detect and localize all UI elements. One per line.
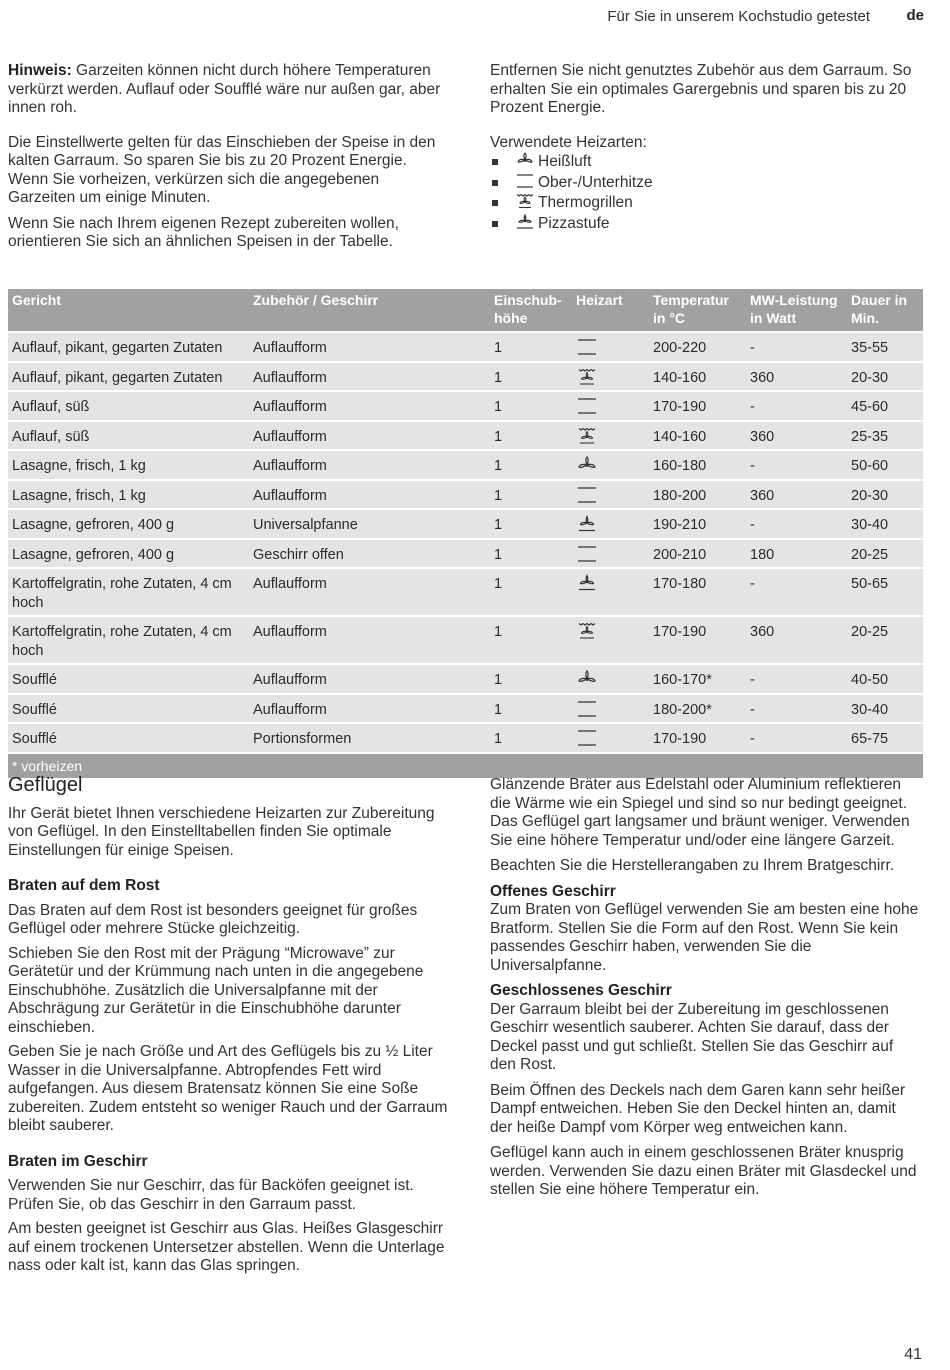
heat-mode-item <box>490 214 915 235</box>
header-title: Für Sie in unserem Kochstudio getestet <box>607 8 870 25</box>
table-footnote-row <box>8 753 923 779</box>
table-row <box>8 450 923 480</box>
cell-mw: - <box>746 723 847 753</box>
hot-air-icon <box>577 670 597 688</box>
cell-heat <box>572 539 649 569</box>
cell-level: 1 <box>490 568 572 616</box>
subheading-dish-roasting: Braten im Geschirr <box>8 1152 148 1170</box>
pizza-setting-icon <box>516 214 534 230</box>
cell-duration: 35-55 <box>847 332 923 362</box>
cell-dish: Kartoffelgratin, rohe Zutaten, 4 cm hoch <box>8 616 249 664</box>
table-row <box>8 539 923 569</box>
rack-paragraph-1: Das Braten auf dem Rost ist besonders geeignet für großes Geflügel oder mehrere Stücke gleichzeitig. <box>8 901 418 937</box>
info-paragraph-2: Wenn Sie nach Ihrem eigenen Rezept zubereiten wollen, orientieren Sie sich an ähnlichen Speisen in der Tabelle. <box>8 214 399 250</box>
cell-temp: 170-180 <box>649 568 746 616</box>
cell-accessory: Universalpfanne <box>249 509 490 539</box>
rack-paragraph-2: Schieben Sie den Rost mit der Prägung “Microwave” zur Gerätetür und der Krümmung nach unten in die angegebene Einschubhöhe. Zusätzlich die Universalpfanne mit der Abschrägung zur Gerätetür in die Einschubhöhe darunter einschieben. <box>8 944 424 1036</box>
heat-mode-label: Heißluft <box>538 153 592 170</box>
table-row <box>8 332 923 362</box>
cell-accessory: Portionsformen <box>249 723 490 753</box>
cell-level: 1 <box>490 509 572 539</box>
cell-dish: Lasagne, gefroren, 400 g <box>8 509 249 539</box>
cell-duration: 30-40 <box>847 694 923 724</box>
cell-temp: 190-210 <box>649 509 746 539</box>
table-footnote: * vorheizen <box>8 753 923 779</box>
bullet-square <box>492 159 498 165</box>
cell-temp: 170-190 <box>649 616 746 664</box>
cell-level: 1 <box>490 421 572 451</box>
cell-mw: - <box>746 694 847 724</box>
settings-table <box>8 289 923 778</box>
cell-level: 1 <box>490 694 572 724</box>
open-dish-paragraph: Zum Braten von Geflügel verwenden Sie am besten eine hohe Bratform. Stellen Sie die Form auf den Rost. Wenn Sie kein passendes Geschirr haben, verwenden Sie die Universalpfanne. <box>490 901 919 974</box>
hot-air-icon <box>577 456 597 474</box>
cell-heat <box>572 616 649 664</box>
dish-paragraph-1: Verwenden Sie nur Geschirr, das für Backöfen geeignet ist. Prüfen Sie, ob das Geschirr in den Garraum passt. <box>8 1177 414 1213</box>
cell-mw: - <box>746 664 847 694</box>
cell-dish: Auflauf, süß <box>8 391 249 421</box>
cell-heat <box>572 391 649 421</box>
subheading-open-dish: Offenes Geschirr <box>490 882 616 900</box>
cell-duration: 20-30 <box>847 480 923 510</box>
top-bottom-heat-icon <box>577 338 597 356</box>
cell-heat <box>572 421 649 451</box>
heat-modes-list <box>490 152 915 234</box>
note-paragraph <box>8 62 448 118</box>
table-row <box>8 421 923 451</box>
heat-mode-item <box>490 173 915 194</box>
top-left-column <box>8 62 448 262</box>
bottom-right-column <box>490 776 920 1210</box>
cell-heat <box>572 362 649 392</box>
cell-duration: 50-65 <box>847 568 923 616</box>
heat-mode-label: Pizzastufe <box>538 214 610 232</box>
top-bottom-heat-icon <box>577 729 597 747</box>
column-header-mw: MW-Leistung in Watt <box>746 289 847 332</box>
cell-level: 1 <box>490 391 572 421</box>
top-right-column <box>490 62 915 234</box>
cell-duration: 20-30 <box>847 362 923 392</box>
cell-duration: 65-75 <box>847 723 923 753</box>
accessory-paragraph: Entfernen Sie nicht genutztes Zubehör aus dem Garraum. So erhalten Sie ein optimales Garergebnis und sparen bis zu 20 Prozent Energie. <box>490 62 912 116</box>
column-header-temp: Temperatur in °C <box>649 289 746 332</box>
cell-temp: 140-160 <box>649 421 746 451</box>
cell-level: 1 <box>490 362 572 392</box>
manufacturer-paragraph: Beachten Sie die Herstellerangaben zu Ihrem Bratgeschirr. <box>490 857 895 874</box>
cell-dish: Lasagne, frisch, 1 kg <box>8 450 249 480</box>
cell-heat <box>572 450 649 480</box>
bottom-left-column <box>8 776 448 1286</box>
cell-heat <box>572 509 649 539</box>
cell-dish: Soufflé <box>8 664 249 694</box>
cell-mw: 360 <box>746 616 847 664</box>
cell-mw: - <box>746 332 847 362</box>
info-paragraph-1: Die Einstellwerte gelten für das Einschieben der Speise in den kalten Garraum. So sparen Sie bis zu 20 Prozent Energie. Wenn Sie vorheizen, verkürzen sich die angegebenen Garzeiten um einige Minuten. <box>8 133 436 206</box>
cell-accessory: Auflaufform <box>249 362 490 392</box>
cell-temp: 180-200* <box>649 694 746 724</box>
cell-duration: 50-60 <box>847 450 923 480</box>
cell-level: 1 <box>490 539 572 569</box>
cell-level: 1 <box>490 450 572 480</box>
table-header-row <box>8 289 923 332</box>
table-body <box>8 332 923 753</box>
bullet-square <box>492 200 498 206</box>
top-bottom-heat-icon <box>577 700 597 718</box>
closed-dish-paragraph-2: Beim Öffnen des Deckels nach dem Garen kann sehr heißer Dampf entweichen. Heben Sie den Deckel hinten an, damit der heiße Dampf vom Körper weg entweichen kann. <box>490 1081 905 1136</box>
roaster-paragraph: Glänzende Bräter aus Edelstahl oder Aluminium reflektieren die Wärme wie ein Spiegel und sind so nur bedingt geeignet. Das Geflügel gart langsamer und bräunt weniger. Verwenden Sie eine höhere Temperatur und/oder eine längere Garzeit. <box>490 776 910 849</box>
cell-temp: 160-180 <box>649 450 746 480</box>
cell-accessory: Geschirr offen <box>249 539 490 569</box>
top-bottom-heat-icon <box>577 397 597 415</box>
bullet-square <box>492 221 498 227</box>
cell-level: 1 <box>490 480 572 510</box>
subheading-closed-dish: Geschlossenes Geschirr <box>490 982 672 999</box>
cell-heat <box>572 723 649 753</box>
table-row <box>8 362 923 392</box>
top-bottom-heat-icon <box>577 486 597 504</box>
cell-accessory: Auflaufform <box>249 450 490 480</box>
cell-accessory: Auflaufform <box>249 332 490 362</box>
section-heading-poultry: Geflügel <box>8 774 83 796</box>
cell-level: 1 <box>490 332 572 362</box>
heat-modes-title: Verwendete Heizarten: <box>490 133 647 151</box>
cell-duration: 20-25 <box>847 616 923 664</box>
cell-dish: Auflauf, pikant, gegarten Zutaten <box>8 332 249 362</box>
cell-mw: 360 <box>746 362 847 392</box>
cell-duration: 45-60 <box>847 391 923 421</box>
column-header-accessory: Zubehör / Geschirr <box>249 289 490 332</box>
table-row <box>8 723 923 753</box>
heat-mode-label: Ober-/Unterhitze <box>538 173 653 191</box>
page-header <box>0 8 950 28</box>
cell-duration: 40-50 <box>847 664 923 694</box>
heat-mode-item <box>490 193 915 214</box>
cell-accessory: Auflaufform <box>249 480 490 510</box>
pizza-setting-icon <box>577 574 597 592</box>
cell-mw: 360 <box>746 421 847 451</box>
table-row <box>8 616 923 664</box>
cell-duration: 25-35 <box>847 421 923 451</box>
table-row <box>8 509 923 539</box>
table-row <box>8 664 923 694</box>
cell-mw: 360 <box>746 480 847 510</box>
cell-mw: - <box>746 509 847 539</box>
heat-mode-item <box>490 152 915 173</box>
top-bottom-heat-icon <box>516 173 534 189</box>
page-number: 41 <box>904 1346 922 1363</box>
cell-heat <box>572 568 649 616</box>
cell-heat <box>572 480 649 510</box>
cell-dish: Auflauf, pikant, gegarten Zutaten <box>8 362 249 392</box>
cell-dish: Kartoffelgratin, rohe Zutaten, 4 cm hoch <box>8 568 249 616</box>
cell-mw: - <box>746 568 847 616</box>
closed-dish-paragraph-3: Geflügel kann auch in einem geschlossenen Bräter knusprig werden. Verwenden Sie dazu einen Bräter mit Glasdeckel und stellen Sie eine höhere Temperatur ein. <box>490 1144 917 1198</box>
cell-accessory: Auflaufform <box>249 391 490 421</box>
cell-dish: Lasagne, gefroren, 400 g <box>8 539 249 569</box>
cell-accessory: Auflaufform <box>249 616 490 664</box>
cell-accessory: Auflaufform <box>249 694 490 724</box>
cell-temp: 200-210 <box>649 539 746 569</box>
cell-temp: 200-220 <box>649 332 746 362</box>
cell-mw: - <box>746 391 847 421</box>
closed-dish-paragraph-1: Der Garraum bleibt bei der Zubereitung im geschlossenen Geschirr wesentlich sauberer. Achten Sie darauf, dass der Deckel passt und gut schließt. Stellen Sie das Geschirr auf den Rost. <box>490 1000 894 1073</box>
note-label: Hinweis: <box>8 62 72 79</box>
rack-paragraph-3: Geben Sie je nach Größe und Art des Geflügels bis zu ½ Liter Wasser in die Universalpfanne. Abtropfendes Fett wird aufgefangen. Aus diesem Bratensatz können Sie eine Soße zubereiten. Zudem entsteht so weniger Rauch und der Garraum bleibt sauberer. <box>8 1043 448 1134</box>
bullet-square <box>492 180 498 186</box>
cell-level: 1 <box>490 723 572 753</box>
pizza-setting-icon <box>577 515 597 533</box>
cell-accessory: Auflaufform <box>249 568 490 616</box>
hot-air-icon <box>516 152 534 168</box>
table-row <box>8 694 923 724</box>
column-header-duration: Dauer in Min. <box>847 289 923 332</box>
cell-duration: 30-40 <box>847 509 923 539</box>
cell-heat <box>572 332 649 362</box>
cell-heat <box>572 664 649 694</box>
cell-level: 1 <box>490 664 572 694</box>
column-header-level: Einschub- höhe <box>490 289 572 332</box>
cell-temp: 170-190 <box>649 723 746 753</box>
thermo-grill-icon <box>577 368 597 386</box>
cell-accessory: Auflaufform <box>249 421 490 451</box>
thermo-grill-icon <box>577 427 597 445</box>
top-bottom-heat-icon <box>577 545 597 563</box>
cell-accessory: Auflaufform <box>249 664 490 694</box>
language-code: de <box>906 7 924 24</box>
column-header-dish: Gericht <box>8 289 249 332</box>
cell-duration: 20-25 <box>847 539 923 569</box>
table-row <box>8 568 923 616</box>
cell-temp: 180-200 <box>649 480 746 510</box>
cell-temp: 170-190 <box>649 391 746 421</box>
subheading-rack-roasting: Braten auf dem Rost <box>8 877 160 894</box>
cell-dish: Lasagne, frisch, 1 kg <box>8 480 249 510</box>
table-row <box>8 391 923 421</box>
dish-paragraph-2: Am besten geeignet ist Geschirr aus Glas. Heißes Glasgeschirr auf einem trockenen Untersetzer abstellen. Wenn die Unterlage nass oder kalt ist, kann das Glas springen. <box>8 1220 445 1274</box>
cell-dish: Soufflé <box>8 694 249 724</box>
column-header-heat: Heizart <box>572 289 649 332</box>
cell-dish: Auflauf, süß <box>8 421 249 451</box>
cell-temp: 140-160 <box>649 362 746 392</box>
poultry-intro: Ihr Gerät bietet Ihnen verschiedene Heizarten zur Zubereitung von Geflügel. In den Einstelltabellen finden Sie optimale Einstellungen für einige Speisen. <box>8 804 435 859</box>
thermo-grill-icon <box>577 622 597 640</box>
thermo-grill-icon <box>516 193 534 209</box>
cell-mw: 180 <box>746 539 847 569</box>
table-row <box>8 480 923 510</box>
cell-mw: - <box>746 450 847 480</box>
heat-mode-label: Thermogrillen <box>538 194 633 211</box>
cell-heat <box>572 694 649 724</box>
cell-level: 1 <box>490 616 572 664</box>
cell-dish: Soufflé <box>8 723 249 753</box>
cell-temp: 160-170* <box>649 664 746 694</box>
note-text: Garzeiten können nicht durch höhere Temperaturen verkürzt werden. Auflauf oder Soufflé wäre nur außen gar, aber innen roh. <box>8 62 441 116</box>
